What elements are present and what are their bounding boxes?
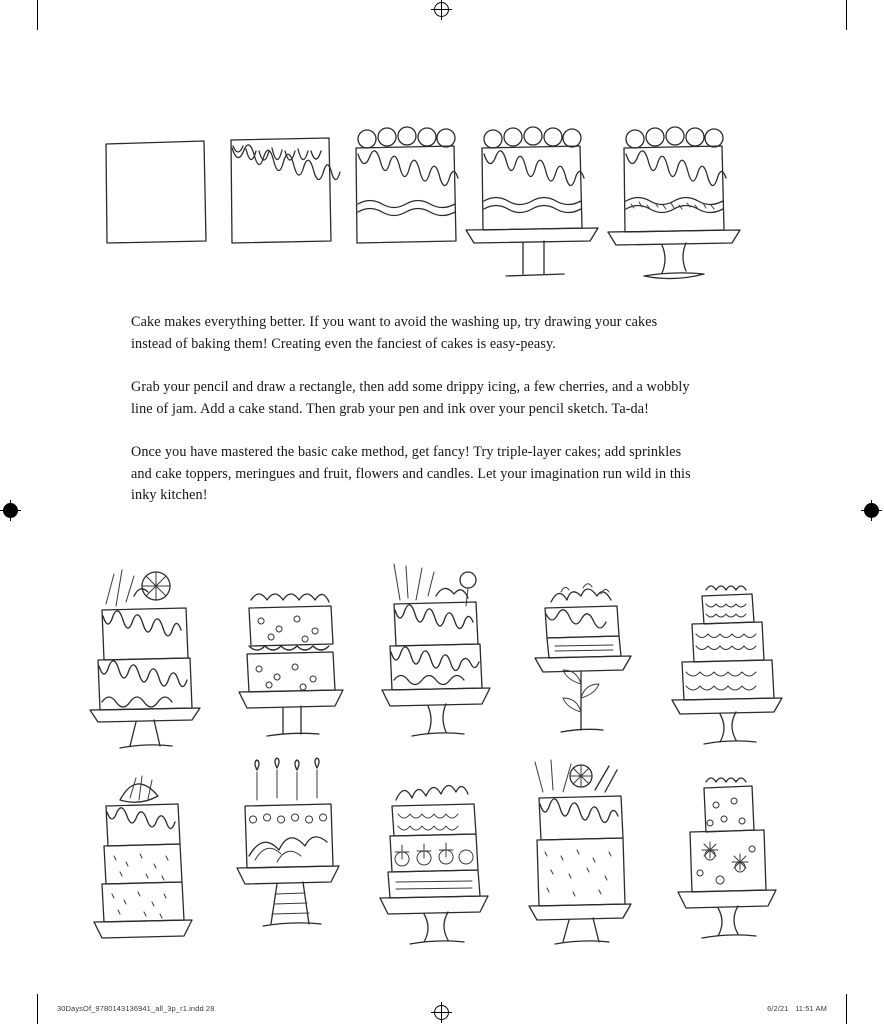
page-footer <box>0 1000 884 1024</box>
body-text <box>131 312 699 507</box>
gallery-row <box>86 756 786 956</box>
cake-citrus-drip <box>86 556 206 756</box>
cake-tiered-scallop <box>666 556 786 756</box>
step-sequence-illustration <box>86 108 766 288</box>
cake-strawberry-layer <box>231 556 351 756</box>
cake-floral-tier <box>666 756 786 956</box>
cake-sparkler-drip <box>521 756 641 956</box>
cake-strawberry-crown <box>521 556 641 756</box>
cake-gallery <box>86 556 786 956</box>
step-2-drippy-icing <box>231 138 340 243</box>
step-3-cherries-and-jam <box>356 127 458 243</box>
paragraph-3: Once you have mastered the basic cake method, get fancy! Try triple-layer cakes; add sprinkles and cake toppers, meringues and fruit, flowers and candles. Let your imagination run wild in this inky kitchen! <box>131 444 691 503</box>
cake-birthday-candles <box>231 756 351 956</box>
cake-fruit-topped <box>376 756 496 956</box>
cake-lollipop-topper <box>376 556 496 756</box>
cake-shell-topper <box>86 756 206 956</box>
step-4-cake-stand <box>466 127 598 276</box>
paragraph-1: Cake makes everything better. If you want to avoid the washing up, try drawing your cakes instead of baking them! Creating even the fanciest of cakes is easy-peasy. <box>131 314 658 352</box>
paragraph-2: Grab your pencil and draw a rectangle, then add some drippy icing, a few cherries, and a wobbly line of jam. Add a cake stand. Then grab your pen and ink over your pencil sketch. Ta-da! <box>131 379 690 417</box>
gallery-row <box>86 556 786 756</box>
step-5-inked <box>608 127 740 279</box>
step-sequence <box>86 108 766 288</box>
step-1-rectangle <box>106 141 206 243</box>
footer-timestamp: 6/2/21 11:51 AM <box>767 1004 827 1013</box>
footer-filename: 30DaysOf_9780143136941_all_3p_r1.indd 28 <box>57 1004 215 1013</box>
